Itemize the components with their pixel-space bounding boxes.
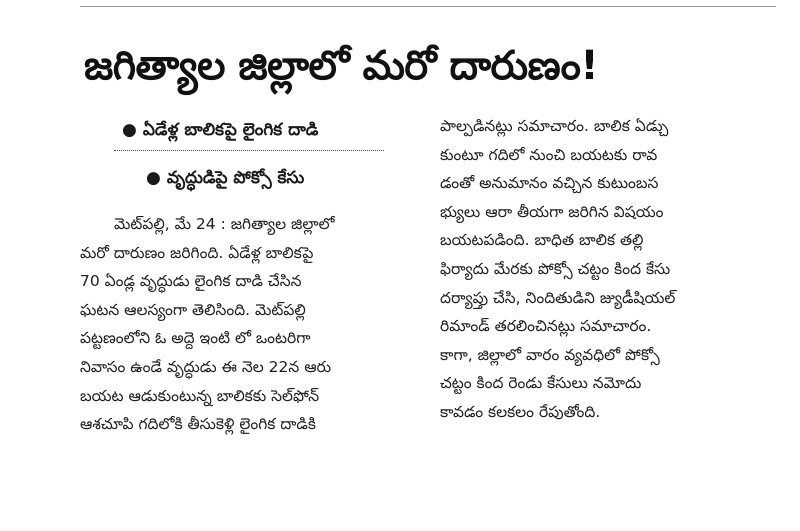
body-line: దర్యాప్తు చేసి, నిందితుడిని జ్యుడీషియల్ — [440, 288, 676, 307]
bullet-icon: ● — [122, 120, 137, 140]
body-line: మరో దారుణం జరిగింది. ఏడేళ్ల బాలికపై — [80, 243, 314, 262]
bullet-icon: ● — [146, 168, 161, 188]
kicker-text: ఏడేళ్ల బాలికపై లైంగిక దాడి — [142, 120, 319, 140]
top-rule — [80, 6, 776, 7]
body-line: భ్యులు ఆరా తీయగా జరిగిన విషయం — [440, 202, 664, 221]
body-line: చట్టం కింద రెండు కేసులు నమోదు — [440, 374, 642, 393]
body-column-left — [80, 210, 420, 439]
kicker-2 — [146, 166, 304, 190]
body-line: డంతో అనుమానం వచ్చిన కుటుంబస — [440, 174, 659, 193]
body-column-right — [440, 112, 780, 427]
body-line: రిమాండ్ తరలించినట్లు సమాచారం. — [440, 317, 652, 336]
body-line: ఫిర్యాదు మేరకు పోక్సో చట్టం కింద కేసు — [440, 259, 671, 278]
body-line: 70 ఏండ్ల వృద్ధుడు లైంగిక దాడి చేసిన — [80, 272, 302, 291]
body-line: బయటపడింది. బాధిత బాలిక తల్లి — [440, 231, 644, 250]
kicker-1 — [122, 118, 318, 142]
body-line: పాల్పడినట్లు సమాచారం. బాలిక ఏడ్చు — [440, 117, 669, 135]
body-line: కాగా, జిల్లాలో వారం వ్యవధిలో పోక్సో — [440, 345, 660, 364]
kicker-divider — [114, 150, 384, 151]
kicker-text: వృద్ధుడిపై పోక్సో కేసు — [166, 168, 305, 188]
body-line: ఆశచూపి గదిలోకి తీసుకెళ్లి లైంగిక దాడికి — [80, 415, 316, 434]
body-line: నివాసం ఉండే వృద్ధుడు ఈ నెల 22న ఆరు — [80, 357, 332, 376]
body-line: మెట్‌పల్లి, మే 24 : జగిత్యాల జిల్లాలో — [114, 215, 335, 233]
body-line: బయట ఆడుకుంటున్న బాలికకు సెల్‌ఫోన్ — [80, 386, 320, 405]
body-line: ఘటన ఆలస్యంగా తెలిసింది. మెట్‌పల్లి — [80, 300, 306, 319]
body-line: కావడం కలకలం రేపుతోంది. — [440, 402, 601, 421]
body-line: పట్టణంలోని ఓ అద్దె ఇంటి లో ఒంటరిగా — [80, 329, 311, 348]
headline: జగిత్యాల జిల్లాలో మరో దారుణం! — [84, 43, 599, 89]
body-line: కుంటూ గదిలో నుంచి బయటకు రావ — [440, 145, 658, 164]
